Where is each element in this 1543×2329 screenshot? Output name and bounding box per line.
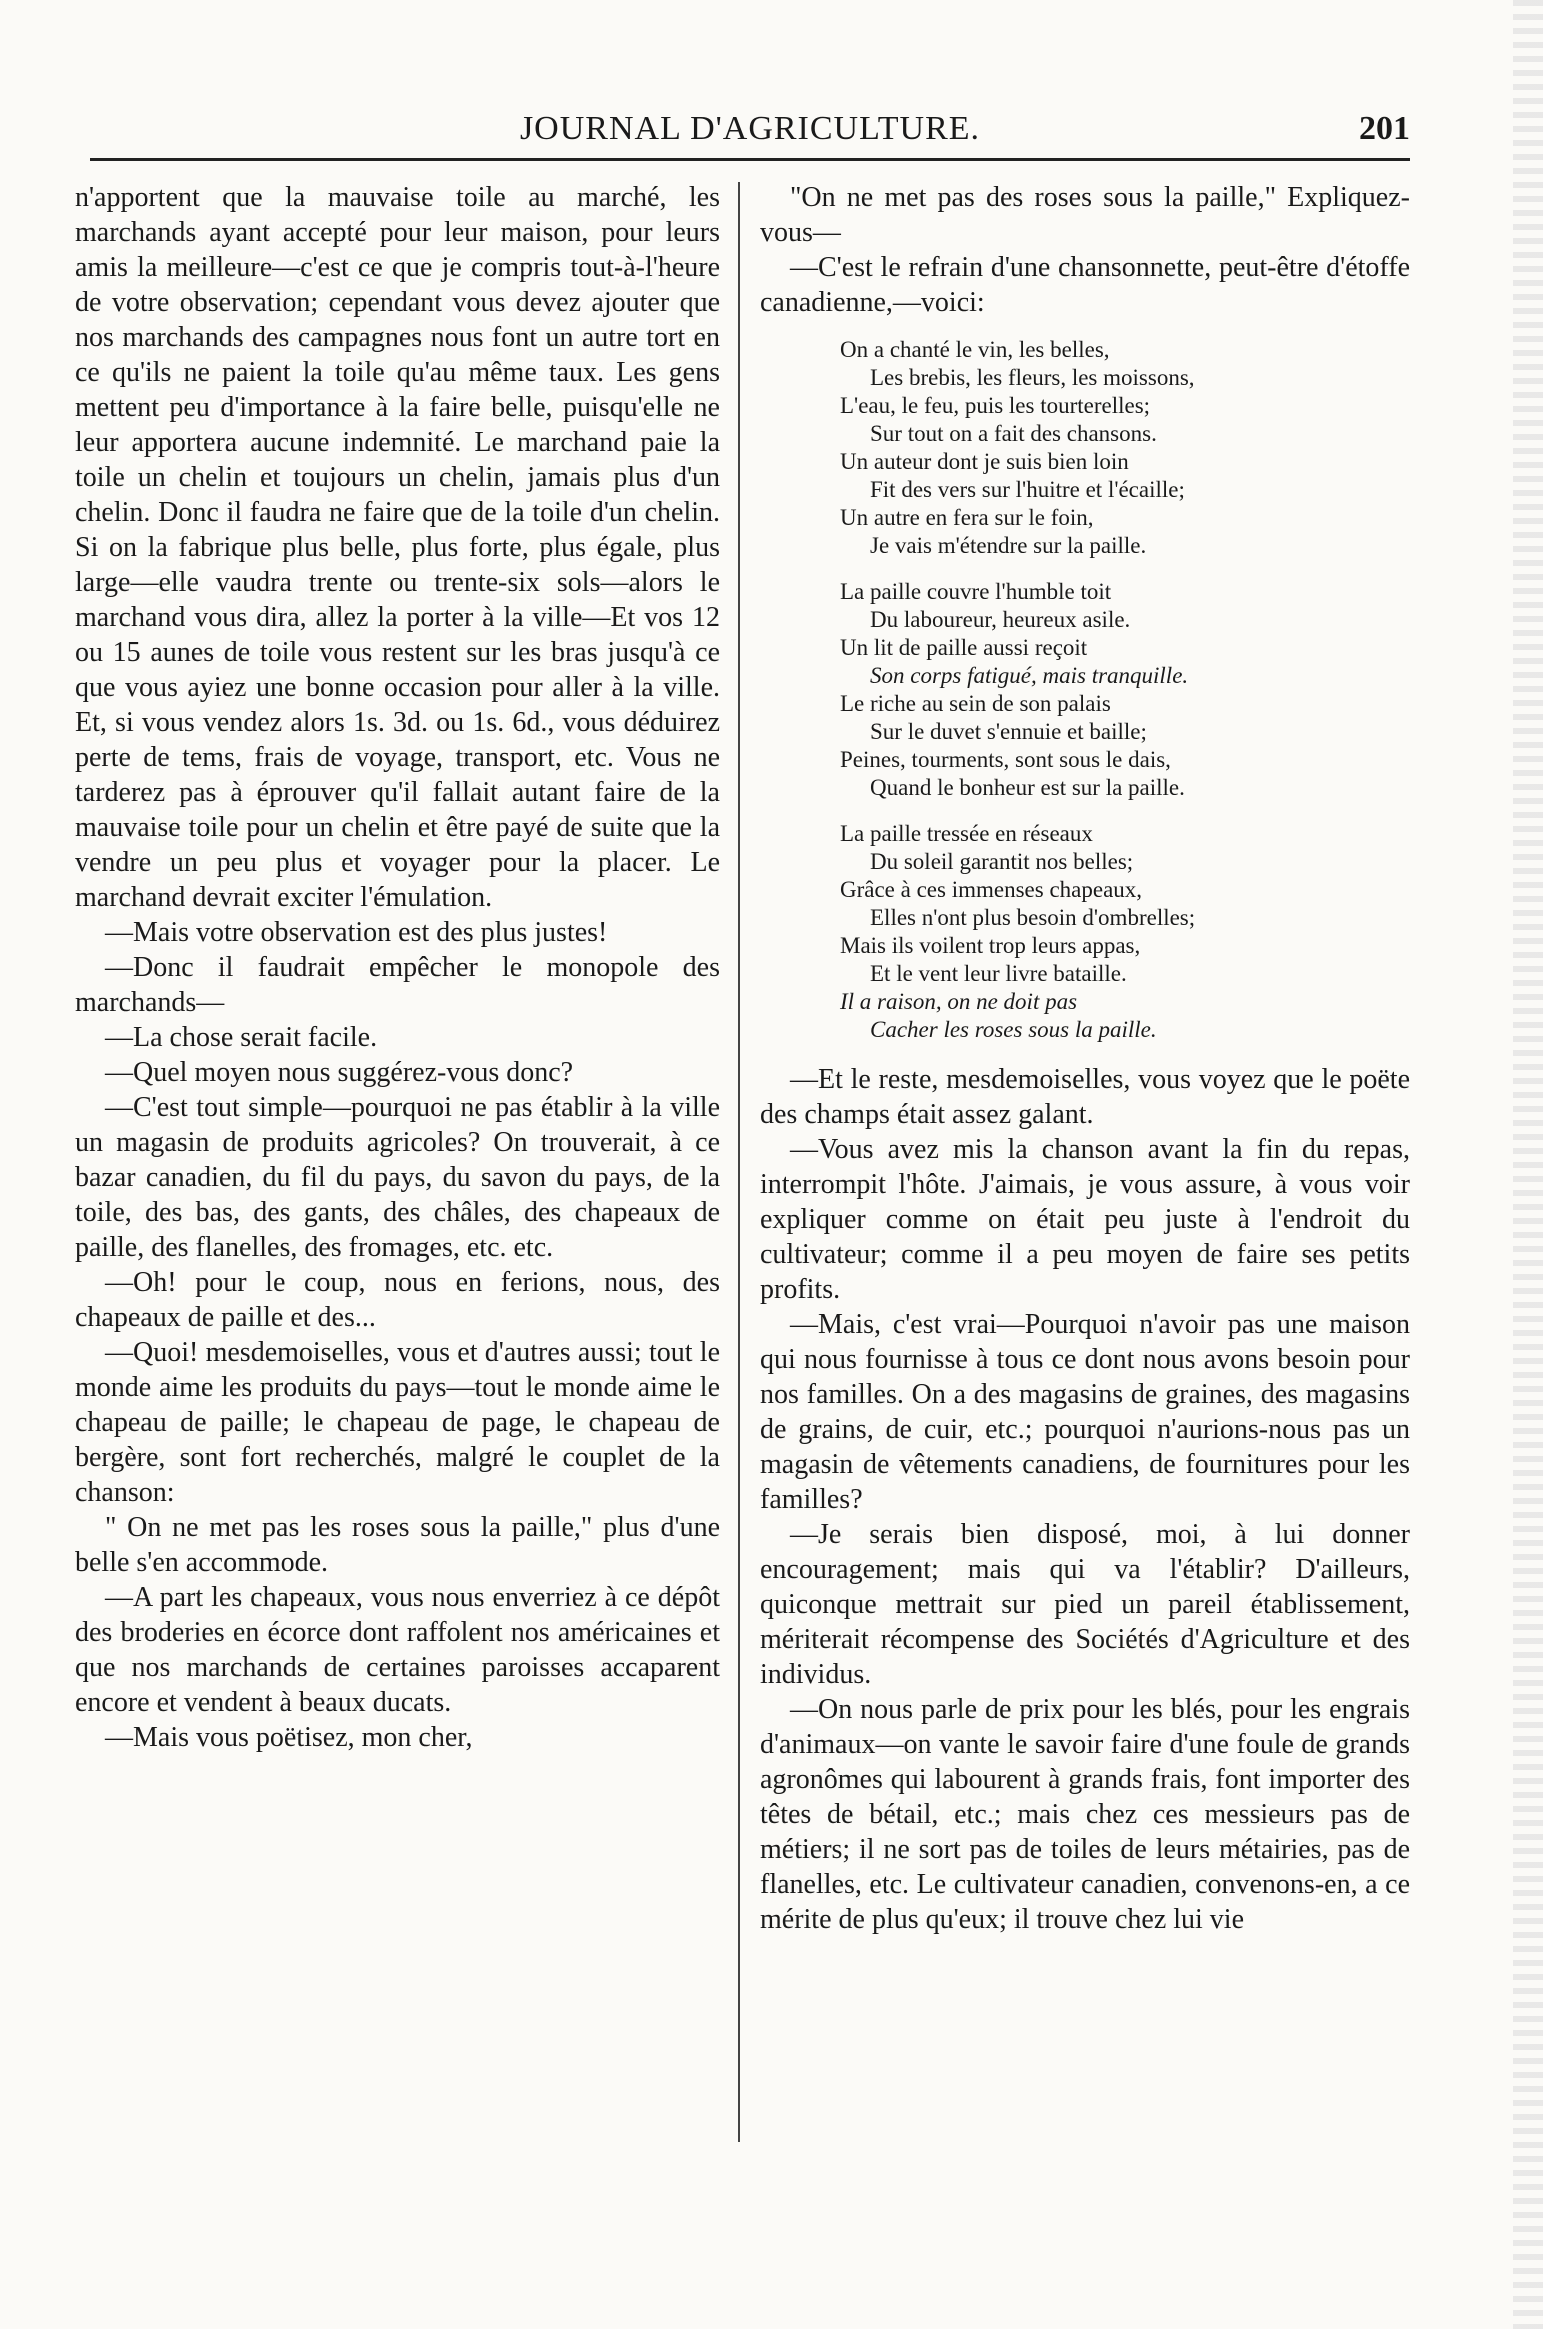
poem-line: Le riche au sein de son palais (840, 691, 1111, 716)
header-rule (90, 158, 1410, 161)
poem-line: Un autre en fera sur le foin, (840, 505, 1094, 530)
poem-line: L'eau, le feu, puis les tourterelles; (840, 393, 1151, 418)
paragraph: —Donc il faudrait empêcher le monopole des marchands— (75, 952, 720, 1018)
paragraph: —A part les chapeaux, vous nous enverriez à ce dépôt des broderies en écorce dont raffolent nos américaines et que nos marchands de certaines paroisses accaparent encore et vendent à beaux ducats. (75, 1582, 720, 1718)
paragraph: —Quel moyen nous suggérez-vous donc? (105, 1057, 574, 1088)
paragraph: —On nous parle de prix pour les blés, pour les engrais d'animaux—on vante le savoir faire d'une foule de grands agronômes qui labourent à grands frais, font importer des têtes de bétail, etc.; mais chez ces messieurs pas de métiers; il ne sort pas de toiles de leurs métairies, pas de flanelles, etc. Le cultivateur canadien, convenons-en, a ce mérite de plus qu'eux; il trouve chez lui vie (760, 1694, 1410, 1935)
poem-line: Mais ils voilent trop leurs appas, (840, 933, 1141, 958)
left-column (75, 180, 720, 1755)
poem-line: Peines, tourments, sont sous le dais, (840, 747, 1171, 772)
paragraph: "On ne met pas des roses sous la paille," Expliquez-vous— (760, 182, 1410, 248)
poem-line: La paille couvre l'humble toit (840, 579, 1112, 604)
paragraph: —Vous avez mis la chanson avant la fin du repas, interrompit l'hôte. J'aimais, je vous assure, à vous voir expliquer comme on était peu juste à l'endroit du cultivateur; comme il a peu moyen de faire ses petits profits. (760, 1134, 1410, 1305)
paragraph: —Oh! pour le coup, nous en ferions, nous, des chapeaux de paille et des... (75, 1267, 720, 1333)
poem-line: La paille tressée en réseaux (840, 821, 1093, 846)
paragraph: —C'est tout simple—pourquoi ne pas établir à la ville un magasin de produits agricoles? On trouverait, à ce bazar canadien, du fil du pays, du savon du pays, de la toile, des bas, des gants, des châles, des chapeaux de paille, des flanelles, des fromages, etc. etc. (75, 1092, 720, 1263)
poem-line: Un lit de paille aussi reçoit (840, 635, 1088, 660)
poem-line: Elles n'ont plus besoin d'ombrelles; (870, 905, 1196, 930)
paragraph: —La chose serait facile. (105, 1022, 378, 1053)
page-header (90, 110, 1410, 150)
poem-line: Je vais m'étendre sur la paille. (870, 533, 1147, 558)
paragraph: —Mais votre observation est des plus justes! (105, 917, 608, 948)
poem-line: Son corps fatigué, mais tranquille. (870, 663, 1189, 688)
poem-line: Du soleil garantit nos belles; (870, 849, 1134, 874)
paragraph: n'apportent que la mauvaise toile au marché, les marchands ayant accepté pour leur maison, pour leurs amis la meilleure—c'est ce que je compris tout-à-l'heure de votre observation; cependant vous devez ajouter que nos marchands des campagnes nous font un autre tort en ce qu'ils ne paient la toile qu'au même taux. Les gens mettent peu d'importance à la faire belle, puisqu'elle ne leur apportera aucune indemnité. Le marchand paie la toile un chelin et toujours un chelin, jamais plus d'un chelin. Donc il faudra ne faire que de la toile d'un chelin. Si on la fabrique plus belle, plus forte, plus égale, plus large—elle vaudra trente ou trente-six sols—alors le marchand vous dira, allez la porter à la ville—Et vos 12 ou 15 aunes de toile vous restent sur les bras jusqu'à ce que vous ayiez une bonne occasion pour aller à la ville. Et, si vous vendez alors 1s. 3d. ou 1s. 6d., vous déduirez perte de tems, frais de voyage, transport, etc. Vous ne tarderez pas à éprouver qu'il fallait autant faire de la mauvaise toile pour un chelin et être payé de suite que la vendre un peu plus et voyager pour la placer. Le marchand devrait exciter l'émulation. (75, 182, 720, 913)
poem-line: Sur le duvet s'ennuie et baille; (870, 719, 1147, 744)
poem-line: Cacher les roses sous la paille. (870, 1017, 1157, 1042)
poem-line: Fit des vers sur l'huitre et l'écaille; (870, 477, 1185, 502)
poem-line: Sur tout on a fait des chansons. (870, 421, 1157, 446)
poem-line: Du laboureur, heureux asile. (870, 607, 1131, 632)
right-column (760, 180, 1410, 1937)
poem-line: Les brebis, les fleurs, les moissons, (870, 365, 1195, 390)
poem (840, 336, 1410, 1044)
poem-line: Quand le bonheur est sur la paille. (870, 775, 1185, 800)
poem-stanza (840, 820, 1410, 1044)
paragraph: —Et le reste, mesdemoiselles, vous voyez que le poëte des champs était assez galant. (760, 1064, 1410, 1130)
paragraph: —Quoi! mesdemoiselles, vous et d'autres aussi; tout le monde aime les produits du pays—tout le monde aime le chapeau de paille; le chapeau de page, le chapeau de bergère, sont fort recherchés, malgré le couplet de la chanson: (75, 1337, 720, 1508)
paragraph: —Je serais bien disposé, moi, à lui donner encouragement; mais qui va l'établir? D'ailleurs, quiconque mettrait sur pied un pareil établissement, mériterait récompense des Sociétés d'Agriculture et des individus. (760, 1519, 1410, 1690)
poem-stanza (840, 578, 1410, 802)
running-title: JOURNAL D'AGRICULTURE. (519, 110, 981, 147)
poem-line: Un auteur dont je suis bien loin (840, 449, 1129, 474)
page-edge-shadow (1513, 0, 1543, 2329)
poem-line: Il a raison, on ne doit pas (840, 989, 1078, 1014)
poem-stanza (840, 336, 1410, 560)
poem-line: Grâce à ces immenses chapeaux, (840, 877, 1143, 902)
column-divider (738, 182, 740, 2142)
paragraph: —Mais, c'est vrai—Pourquoi n'avoir pas une maison qui nous fournisse à tous ce dont nous avons besoin pour nos familles. On a des magasins de graines, des magasins de grains, de cuir, etc.; pourquoi n'aurions-nous pas un magasin de vêtements canadiens, de fournitures pour les familles? (760, 1309, 1410, 1515)
poem-line: Et le vent leur livre bataille. (870, 961, 1127, 986)
page-number: 201 (1359, 110, 1410, 147)
poem-line: On a chanté le vin, les belles, (840, 337, 1110, 362)
paragraph: " On ne met pas les roses sous la paille," plus d'une belle s'en accommode. (75, 1512, 720, 1578)
paragraph: —Mais vous poëtisez, mon cher, (105, 1722, 473, 1753)
paragraph: —C'est le refrain d'une chansonnette, peut-être d'étoffe canadienne,—voici: (760, 252, 1410, 318)
